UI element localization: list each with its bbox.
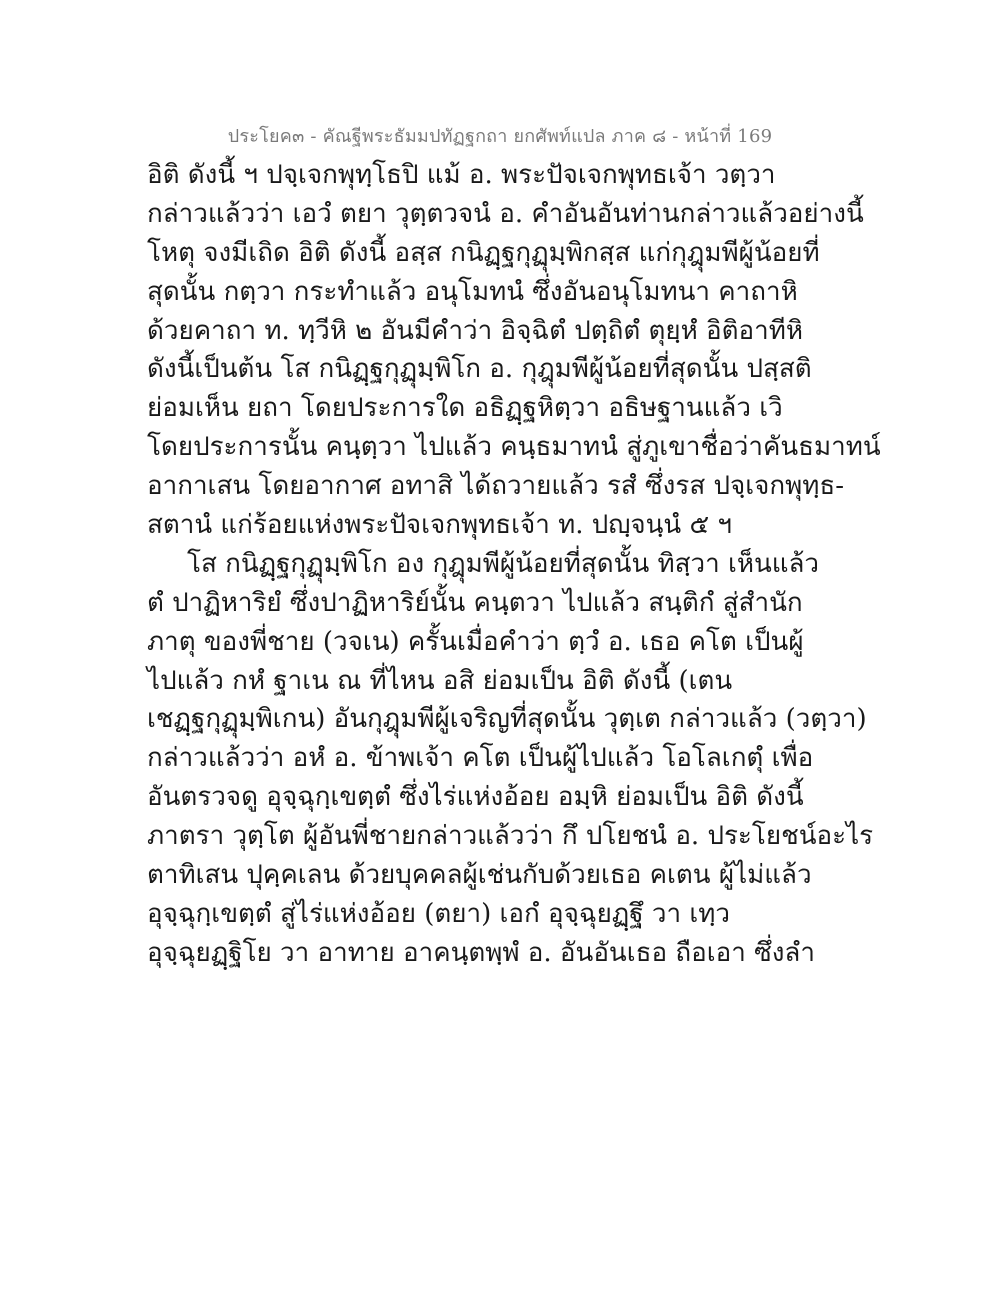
text-line: โหตุ จงมีเถิด อิติ ดังนี้ อสฺส กนิฏฺฐกุฏุมฺพิกสฺส แก่กุฎุมพีผู้น้อยที่ xyxy=(147,237,820,268)
text-line: สตานํ แก่ร้อยแห่งพระปัจเจกพุทธเจ้า ท. ปญฺจนฺนํ ๕ ฯ xyxy=(147,510,733,541)
text-line: ด้วยคาถา ท. ทฺวีหิ ๒ อันมีคำว่า อิจฺฉิตํ ปตฺถิตํ ตุยฺหํ อิติอาทีหิ xyxy=(147,315,804,346)
paragraph xyxy=(147,545,874,973)
text-line: ย่อมเห็น ยถา โดยประการใด อธิฏฺฐหิตฺวา อธิษฐานแล้ว เวิ xyxy=(147,393,783,424)
text-line: กล่าวแล้วว่า เอวํ ตยา วุตฺตวจนํ อ. คำอันอันท่านกล่าวแล้วอย่างนี้ xyxy=(147,198,864,229)
text-line: ตํ ปาฏิหาริยํ ซึ่งปาฏิหาริย์นั้น คนฺตวา ไปแล้ว สนฺติกํ สู่สำนัก xyxy=(147,587,803,618)
text-line: ไปแล้ว กหํ ฐาเน ณ ที่ไหน อสิ ย่อมเป็น อิติ ดังนี้ (เตน xyxy=(147,665,733,696)
text-line: อิติ ดังนี้ ฯ ปจฺเจกพุทฺโธปิ แม้ อ. พระปัจเจกพุทธเจ้า วตฺวา xyxy=(147,160,776,190)
text-line: ดังนี้เป็นต้น โส กนิฏฺฐกุฏุมฺพิโก อ. กุฎุมพีผู้น้อยที่สุดนั้น ปสฺสติ xyxy=(147,354,812,385)
text-line: โดยประการนั้น คนฺตฺวา ไปแล้ว คนฺธมาทนํ สู่ภูเขาชื่อว่าคันธมาทน์ xyxy=(147,432,881,463)
text-line: โส กนิฏฺฐกุฏุมฺพิโก อง กุฎุมพีผู้น้อยที่สุดนั้น ทิสฺวา เห็นแล้ว xyxy=(187,548,820,579)
text-line: อันตรวจดู อุจฺฉุกฺเขตฺตํ ซึ่งไร่แห่งอ้อย อมฺหิ ย่อมเป็น อิติ ดังนี้ xyxy=(147,782,804,813)
text-line: เชฏฺฐกุฏุมฺพิเกน) อันกุฎุมพีผู้เจริญที่สุดนั้น วุตฺเต กล่าวแล้ว (วตฺวา) xyxy=(147,704,867,735)
body-text xyxy=(147,156,881,973)
text-line: ภาตรา วุตฺโต ผู้อันพี่ชายกล่าวแล้วว่า กึ ปโยชนํ อ. ประโยชน์อะไร xyxy=(147,821,874,852)
text-line: สุดนั้น กตฺวา กระทำแล้ว อนุโมทนํ ซึ่งอันอนุโมทนา คาถาหิ xyxy=(147,276,798,307)
text-line: อากาเสน โดยอากาศ อทาสิ ได้ถวายแล้ว รสํ ซึ่งรส ปจฺเจกพุทฺธ- xyxy=(147,471,845,502)
text-line: อุจฺฉุกฺเขตฺตํ สู่ไร่แห่งอ้อย (ตยา) เอกํ อุจฺฉุยฏฺฐึ วา เทฺว xyxy=(147,898,730,929)
text-line: กล่าวแล้วว่า อหํ อ. ข้าพเจ้า คโต เป็นผู้ไปแล้ว โอโลเกตุํ เพื่อ xyxy=(147,743,814,774)
text-line: ตาทิเสน ปุคฺคเลน ด้วยบุคคลผู้เช่นกับด้วยเธอ คเตน ผู้ไม่แล้ว xyxy=(147,860,812,891)
running-header: ประโยค๓ - คัณฐีพระธัมมปทัฏฐกถา ยกศัพท์แปล ภาค ๘ - หน้าที่ 169 xyxy=(227,126,773,147)
paragraph xyxy=(147,156,881,545)
text-line: อุจฺฉุยฏฺฐิโย วา อาทาย อาคนฺตพฺพํ อ. อันอันเธอ ถือเอา ซึ่งลำ xyxy=(147,937,815,968)
text-line: ภาตุ ของพี่ชาย (วจเน) ครั้นเมื่อคำว่า ตฺวํ อ. เธอ คโต เป็นผู้ xyxy=(147,626,804,657)
